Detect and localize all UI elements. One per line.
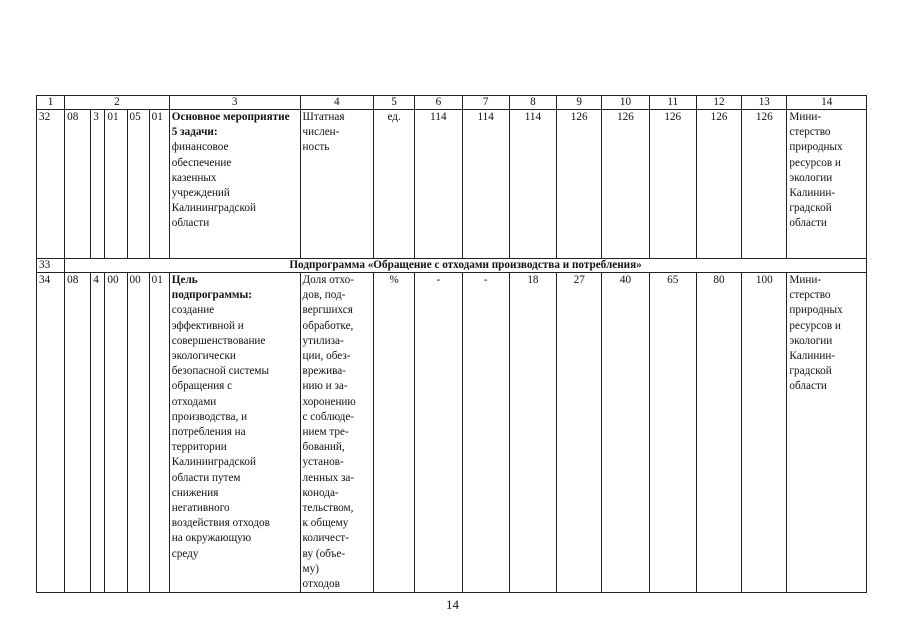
code-cell: 08 [65,273,91,593]
value-cell: 126 [696,110,741,259]
row-number: 32 [37,110,65,259]
page-number: 14 [446,597,459,612]
value-cell: 126 [742,110,787,259]
value-cell: 126 [649,110,696,259]
unit-cell: % [373,273,414,593]
code-cell: 01 [149,110,169,259]
activity-description: создание эффективной и совершенствование экологически безопасной системы обращения с отходами производства, и потребления на территории Калининградской области путем снижения негативного воздействия отходов на окружающую среду [171,304,270,560]
code-cell: 08 [65,110,91,259]
header-col-2: 2 [65,96,170,110]
row-number: 33 [37,259,65,273]
header-col-7: 7 [462,96,509,110]
header-col-14: 14 [787,96,867,110]
value-cell: - [462,273,509,593]
code-cell: 01 [105,110,127,259]
table-row-33 [37,259,867,273]
activity-cell [169,273,300,593]
code-cell: 05 [127,110,149,259]
header-col-6: 6 [415,96,462,110]
header-col-12: 12 [696,96,741,110]
header-col-5: 5 [373,96,414,110]
indicator-cell: Штатная числен- ность [300,110,373,259]
indicators-table [36,95,867,593]
value-cell: 100 [742,273,787,593]
value-cell: 80 [696,273,741,593]
row-number: 34 [37,273,65,593]
value-cell: 18 [509,273,556,593]
code-cell: 3 [91,110,105,259]
header-col-13: 13 [742,96,787,110]
value-cell: - [415,273,462,593]
activity-title: Цель подпрограммы: [171,274,253,302]
value-cell: 126 [557,110,602,259]
header-col-1: 1 [37,96,65,110]
header-col-4: 4 [300,96,373,110]
subprogram-heading: Подпрограмма «Обращение с отходами производства и потребления» [65,259,867,273]
value-cell: 40 [602,273,649,593]
indicator-cell: Доля отхо- дов, под- вергшихся обработке, утилиза- ции, обез- врежива- нию и за- хоронению с соблюде- нием тре- бований, установ- ленных за- конода- тельством, к общему количест- ву (объе- му) отходов [300,273,373,593]
code-cell: 01 [149,273,169,593]
value-cell: 27 [557,273,602,593]
value-cell: 114 [509,110,556,259]
table-row-34 [37,273,867,593]
activity-cell [169,110,300,259]
table-row-32 [37,110,867,259]
code-cell: 00 [127,273,149,593]
value-cell: 65 [649,273,696,593]
header-col-10: 10 [602,96,649,110]
code-cell: 00 [105,273,127,593]
value-cell: 114 [462,110,509,259]
executor-cell: Мини- стерство природных ресурсов и экологии Калинин- градской области [787,273,867,593]
unit-cell: ед. [373,110,414,259]
value-cell: 126 [602,110,649,259]
header-col-8: 8 [509,96,556,110]
executor-cell: Мини- стерство природных ресурсов и экологии Калинин- градской области [787,110,867,259]
header-col-3: 3 [169,96,300,110]
header-col-9: 9 [557,96,602,110]
code-cell: 4 [91,273,105,593]
activity-description: финансовое обеспечение казенных учреждений Калининградской области [171,141,256,230]
activity-title: Основное мероприятие 5 задачи: [171,111,290,139]
value-cell: 114 [415,110,462,259]
header-row [37,96,867,110]
header-col-11: 11 [649,96,696,110]
